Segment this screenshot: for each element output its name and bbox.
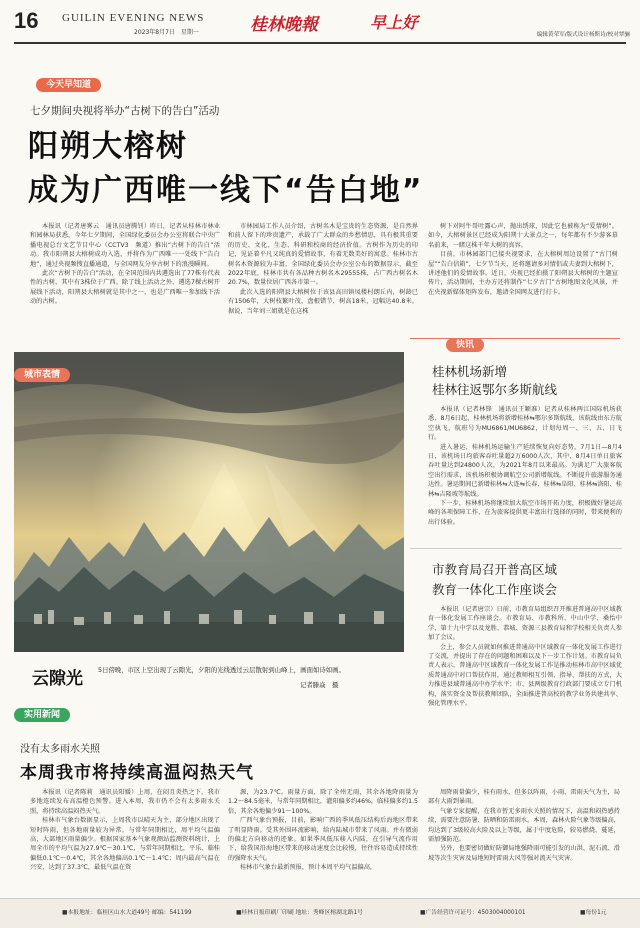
section-tag-practical xyxy=(14,702,70,721)
issue-date: 2023年8月7日 星期一 xyxy=(134,29,199,36)
weather-kicker: 没有太多雨水关照 xyxy=(20,744,100,755)
flash-title-line2: 桂林往返鄂尔多斯航线 xyxy=(432,382,558,397)
section-tag-label: 今天早知道 xyxy=(36,78,101,92)
masthead-rule xyxy=(14,42,626,44)
paper-name: GUILIN EVENING NEWS xyxy=(62,12,205,24)
top-story-col2: 市林园局工作人员介绍，古树名木是宝贵的生态资源，是自然界和前人留下的珍贵遗产，承载了广大群众的乡愁情思，具有极其重要的历史、文化、生态、科研和校商的经济价值。古树作为历史的印记，见证着平凡又纯真的爱情故事，有着无数美好的寓意。桂林市古树名木资源较为丰富，全国绿化委员会办公室公布的数据显示，截至2022年底，桂林市共有各品种古树名木29555株，占广西古树名木20.7%，数量位居广西各市第一。 此次入选的阳朔县大榕树位于该县高田镇凤楼村朗丘内，树龄已有1506年，大树枝繁叶茂，盘根错节，树高18米，冠幅达40.8米。据说，当年刘三姐就是在这株 xyxy=(228,223,418,315)
section-logo: 早上好 xyxy=(370,13,419,32)
landscape-illustration xyxy=(14,352,404,687)
paper-logo: 桂林晚報 xyxy=(250,15,318,35)
photo-credit: 记者滕焱 摄 xyxy=(300,681,339,689)
meeting-body: 本报讯（记者唐宗）日前，市教育局组织召开推进普通高中区域教育一体化发展工作座谈会。市教育局、市教科所、中山中学、桑怡中学、第十九中学以及龙胜、恭城、资源三县教育局和学校相关负责人参加了会议。 会上，参会人员就如何推进普通高中区域教育一体化发展工作进行了交流，并提出了存在的问题和困难以及下一步工作计划。市教育局负责人表示，普通高中区域教育一体化发展工作是推动桂林市高中区域优质普通高中对口帮扶作用，通过教师相互引领、指导、帮扶的方式，大力推进县域普通高中办学水平；市、县两级教育行政部门要成立专门机构，落实资金及帮扶教师团队，全面推进普高校的教学业务共建共享、强化管理水平。 xyxy=(428,606,622,708)
footer-address: ■本报地址：临桂区山水大道49号 邮编：541199 xyxy=(62,910,192,916)
weather-col3: 周降雨量偏少，桂有雨水，但多以阵雨、小雨、雷雨天气为主，局部有大雨到暴雨。 气象专家提醒，在我市暂无多雨水关照的情况下，高温和闷热感持续，需要注意防暑、防晒和防雷雨水。本周，森林火险气象等级偏高，均达到了3级较高火险及以上等级，属于中度危险，较易燃烧、蔓延，需加强防范。 另外，也要密切做好防御局地强降雨可能引发的山洪、泥石流、滑坡等次生灾害及局地短时雷雨大风等强对流天气灾害。 xyxy=(428,789,620,862)
photo-caption: 5日傍晚，市区上空出现了云隙光，夕阳的光线透过云层散射到山峰上，画面如诗如画。 xyxy=(98,666,345,674)
weather-title: 本周我市将持续高温闷热天气 xyxy=(20,763,254,783)
footer-price: ■每份1元 xyxy=(580,910,607,916)
cloud-rays-photo xyxy=(14,352,404,687)
section-tag-city xyxy=(14,362,70,381)
top-story-kicker: 七夕期间央视将举办“古树下的告白”活动 xyxy=(30,105,220,117)
flash-title-line1: 桂林机场新增 xyxy=(432,364,508,379)
footer-bar xyxy=(0,898,640,928)
divider xyxy=(410,548,622,549)
section-tag-label: 城市表情 xyxy=(14,368,70,382)
section-tag-label: 实用新闻 xyxy=(14,708,70,722)
weather-col2: 源，为23.7℃。雨量方面，除了全州无雨，其余各地降雨量为1.2～84.5毫米，与常年同期相比，灌阳偏多约46%，临桂偏多约1.5倍，其余各地偏少91～100%。 广西气象台预报，目前，影响广西的季风低压结构后海地区带来了明显降雨。受其外围环流影响，给内陆城市带来了风雨。并有微弱的偏北方向移动的迹象。如果季风低压移入内陆，在引导气流作用下，给我国沿海地区带来的移动速度会比较慢，往往容易造成持续性的强降水天气。 桂林市气象台最新预报，预计本周平均气温偏高， xyxy=(228,789,418,872)
footer-printer: ■桂林日报印刷厂印刷 地址：秀峰区榕湖北路1号 xyxy=(236,910,363,916)
section-tag-flash xyxy=(446,332,484,351)
top-story-col1: 本报讯（记者唐雾云 通讯员唐腾钊）昨日，记者从桂林市林业和园林局获悉，今年七夕期间，全国绿化委员会办公室将联合中央广播电视总台文艺节目中心（CCTV3 频道）推出“古树下的告白”活动。我市阳朔县大榕树成功入选，并将作为广西唯一一处线下“告白地”，通过央视频搜直播通道，与全国网友分享古树下的浪漫瞬间。 此次“古树下的告白”活动，在全国范围内共遴选出了77株有代表性的古树，其中有3株位于广西。除了线上活动之外，遴选7棵古树开展线下活动，阳朔县大榕树就是其中之一，也是广西唯一参加线下活动的古树。 xyxy=(30,223,220,306)
meeting-title-line2: 教育一体化工作座谈会 xyxy=(432,582,558,597)
flash-body: 本报讯（记者林锋 通讯员王颖准）记者从桂林两江国际机场获悉，8月6日起，桂林机场将新增桂林⇆鄂尔多斯航线，该航线由东方航空执飞，航班号为MU6861/MU6862，计划每周一、三、五、日飞行。 进入暑运，桂林机场运输生产延续恢复向好态势，7月1日—8月4日，该机场日均旅客吞吐量超2万6000人次，其中，8月4日单日旅客吞吐量达到24800人次，为2021年8月以来最高。为满足广大旅客航空出行需求，该机场积极协调航空公司新增航线。不断提升旅游服务通达性。暑运期间已新增桂林⇆大连⇆长春、桂林⇆阜阳、桂林⇆洛阳、桂林⇆吉隆坡等航线。 下一步，桂林机场将继续加大航空市场开拓力度，积极做好暑运高峰的各项保障工作，在为旅客提供更丰富出行选择的同时，带来便利的出行体验。 xyxy=(428,406,622,526)
flash-rule xyxy=(410,338,620,351)
section-tag-today xyxy=(36,72,101,91)
section-tag-label: 快讯 xyxy=(446,338,484,352)
meeting-title-line1: 市教育局召开普高区域 xyxy=(432,562,558,577)
editor-credits: 编辑黄荣军/版式设计杨斯诗/校对覃骊 xyxy=(536,32,630,38)
top-story-title-line2: 成为广西唯一线下“告白地” xyxy=(28,173,424,208)
page-number: 16 xyxy=(14,8,39,33)
top-story-title-line1: 阳朔大榕树 xyxy=(28,129,188,164)
footer-license: ■广告经营许可证号：4503004000101 xyxy=(420,910,526,916)
top-story-col3: 树下对阿牛哥吐露心声，抛出绣球，因此它也被称为“爱情树”。如今，大榕树景区已经成为阳朔十大景点之一，每年都有不少游客慕名前来，一睹这株千年大树的真容。 目前，市林园部门已接央视要求，在大榕树周边设置了“古门树屋”“告白信箱”，七夕节当天，还将邀请多对情侣或夫妻到大榕树下，讲述他们的爱情故事。近日，央视已经拍摄了阳朔县大榕树的主题宣传片，活动期间，主办方还将制作“七夕古门”古树地图文化风景，并在央视新媒体矩阵发布，邀请全国网友进行打卡。 xyxy=(428,223,618,296)
weather-col1: 本报讯（记者陈莉 通讯员阳媛）上周，在闷且炎热之下，我市多地连续发布高温橙色预警。进入本周，我市仍不会有太多雨水关照，将持续高温闷热天气。 桂林市气象台数据显示，上周我市以晴天为主，部分地区出现了短时阵雨，但各地雨量较为异常。与常年同期相比，周平均气温偏高，大部地区雨量偏少。根据国家基本气象观测站监测资料统计，上周全市的平均气温为27.9℃～30.1℃，与常年同期相比，平乐、临桂偏低0.1℃～0.4℃，其余各地偏高0.1℃～1.4℃；周内最高气温在兴安，达到了37.3℃，最低气温在资 xyxy=(30,789,220,872)
photo-title: 云隙光 xyxy=(32,669,83,689)
